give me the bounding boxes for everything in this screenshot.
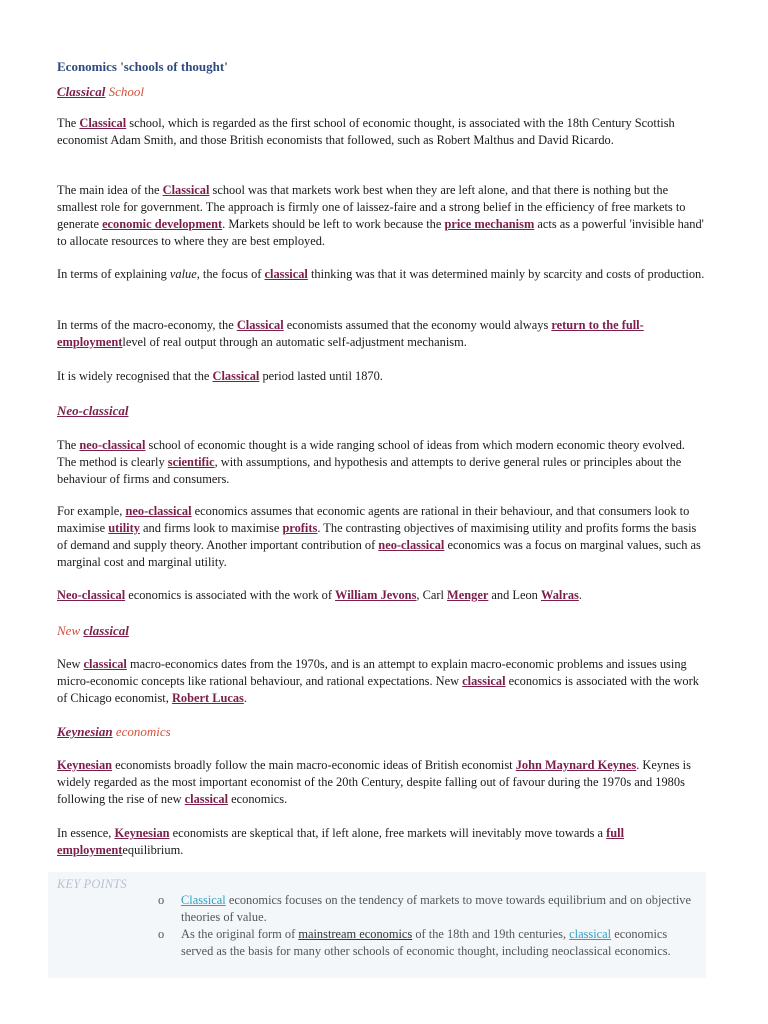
- newclassical-paragraph-1: New classical macro-economics dates from the 1970s, and is an attempt to explain macro-economic problems and issues using micro-economic concepts like rational behaviour, and rational expectations. New classical economics is associated with the work of Chicago economist, Robert Lucas.: [57, 657, 699, 705]
- profits-link[interactable]: profits: [282, 521, 318, 535]
- classical-heading: [57, 83, 144, 100]
- classical-link[interactable]: classical: [462, 674, 506, 688]
- bullet-icon: o: [158, 927, 165, 941]
- menger-link[interactable]: Menger: [447, 588, 489, 602]
- classical-paragraph-1: The Classical school, which is regarded as the first school of economic thought, is associated with the 18th Century Scottish economist Adam Smith, and those British economists that followed, such as Robert Malthus and David Ricardo.: [57, 116, 675, 147]
- full-employment-link[interactable]: return to the full-employment: [57, 318, 644, 349]
- classical-link[interactable]: Classical: [181, 893, 226, 907]
- william-jevons-link[interactable]: William Jevons: [335, 588, 417, 602]
- price-mechanism-link[interactable]: price mechanism: [444, 217, 535, 231]
- neoclassical-link[interactable]: neo-classical: [378, 538, 445, 552]
- classical-link[interactable]: Classical: [79, 116, 127, 130]
- neoclassical-link[interactable]: neo-classical: [125, 504, 192, 518]
- classical-link[interactable]: Classical: [236, 318, 284, 332]
- key-points-box: [48, 872, 706, 978]
- newclassical-heading: [57, 622, 129, 639]
- classical-paragraph-4: In terms of the macro-economy, the Classical economists assumed that the economy would always return to the full-employmentlevel of real output through an automatic self-adjustment mechanism.: [57, 318, 644, 349]
- keynesian-link[interactable]: Keynesian: [57, 758, 113, 772]
- classical-link[interactable]: classical: [184, 792, 229, 806]
- bullet-icon: o: [158, 893, 165, 907]
- keynesian-heading: [57, 723, 171, 740]
- scientific-link[interactable]: scientific: [167, 455, 215, 469]
- neoclassical-link[interactable]: neo-classical: [79, 438, 146, 452]
- classical-link[interactable]: Classical: [212, 369, 260, 383]
- keynesian-heading-rest: economics: [112, 724, 171, 739]
- keynesian-heading-link[interactable]: Keynesian: [57, 724, 113, 739]
- classical-heading-rest: School: [105, 84, 145, 99]
- classical-paragraph-5: It is widely recognised that the Classical period lasted until 1870.: [57, 369, 383, 383]
- classical-paragraph-3: In terms of explaining value, the focus of classical thinking was that it was determined mainly by scarcity and costs of production.: [57, 267, 705, 281]
- neoclassical-link[interactable]: Neo-classical: [57, 588, 126, 602]
- full-employment-link[interactable]: full employment: [57, 826, 625, 857]
- keynesian-link[interactable]: Keynesian: [114, 826, 170, 840]
- classical-link[interactable]: Classical: [162, 183, 210, 197]
- list-item: o As the original form of mainstream economics of the 18th and 19th centuries, classical economics served as the basis for many other schools of economic thought, including neoclassical economics.: [158, 927, 671, 958]
- classical-paragraph-2: The main idea of the Classical school was that markets work best when they are left alone, and that there is nothing but the smallest role for government. The approach is firmly one of laissez-faire and a strong belief in the efficiency of free markets to generate economic development. Markets should be left to work because the price mechanism acts as a powerful 'invisible hand' to allocate resources to where they are best employed.: [57, 183, 704, 248]
- keynesian-paragraph-2: In essence, Keynesian economists are skeptical that, if left alone, free markets will inevitably move towards a full employmentequilibrium.: [57, 826, 625, 857]
- neoclassical-paragraph-3: Neo-classical economics is associated with the work of William Jevons, Carl Menger and Leon Walras.: [57, 588, 582, 602]
- mainstream-economics-link[interactable]: mainstream economics: [298, 927, 413, 941]
- newclassical-heading-link[interactable]: classical: [83, 623, 129, 638]
- robert-lucas-link[interactable]: Robert Lucas: [171, 691, 244, 705]
- walras-link[interactable]: Walras: [540, 588, 579, 602]
- utility-link[interactable]: utility: [108, 521, 140, 535]
- economic-development-link[interactable]: economic development: [102, 217, 223, 231]
- neoclassical-heading: [57, 402, 128, 419]
- classical-link[interactable]: classical: [264, 267, 308, 281]
- newclassical-heading-pre: New: [57, 623, 84, 638]
- neoclassical-heading-link[interactable]: Neo-classical: [57, 403, 129, 418]
- neoclassical-paragraph-1: The neo-classical school of economic thought is a wide ranging school of ideas from which modern economic theory evolved. The method is clearly scientific, with assumptions, and hypothesis and attempts to derive general rules or principles about the behaviour of firms and consumers.: [57, 438, 685, 486]
- list-item: o Classical economics focuses on the tendency of markets to move towards equilibrium and on objective theories of value.: [158, 893, 691, 924]
- classical-link[interactable]: classical: [569, 927, 612, 941]
- page-title: Economics 'schools of thought': [57, 59, 228, 74]
- classical-heading-link[interactable]: Classical: [57, 84, 106, 99]
- classical-link[interactable]: classical: [83, 657, 127, 671]
- neoclassical-paragraph-2: For example, neo-classical economics assumes that economic agents are rational in their behaviour, and that consumers look to maximise utility and firms look to maximise profits. The contrasting objectives of maximising utility and profits forms the basis of demand and supply theory. Another important contribution of neo-classical economics was a focus on marginal values, such as marginal cost and marginal utility.: [57, 504, 701, 569]
- key-points-label: KEY POINTS: [57, 877, 127, 891]
- keynesian-paragraph-1: Keynesian economists broadly follow the main macro-economic ideas of British economist John Maynard Keynes. Keynes is widely regarded as the most important economist of the 20th Century, despite falling out of favour during the 1970s and 1980s following the rise of new classical economics.: [57, 758, 691, 806]
- john-maynard-keynes-link[interactable]: John Maynard Keynes: [515, 758, 637, 772]
- key-points-list: [156, 892, 701, 960]
